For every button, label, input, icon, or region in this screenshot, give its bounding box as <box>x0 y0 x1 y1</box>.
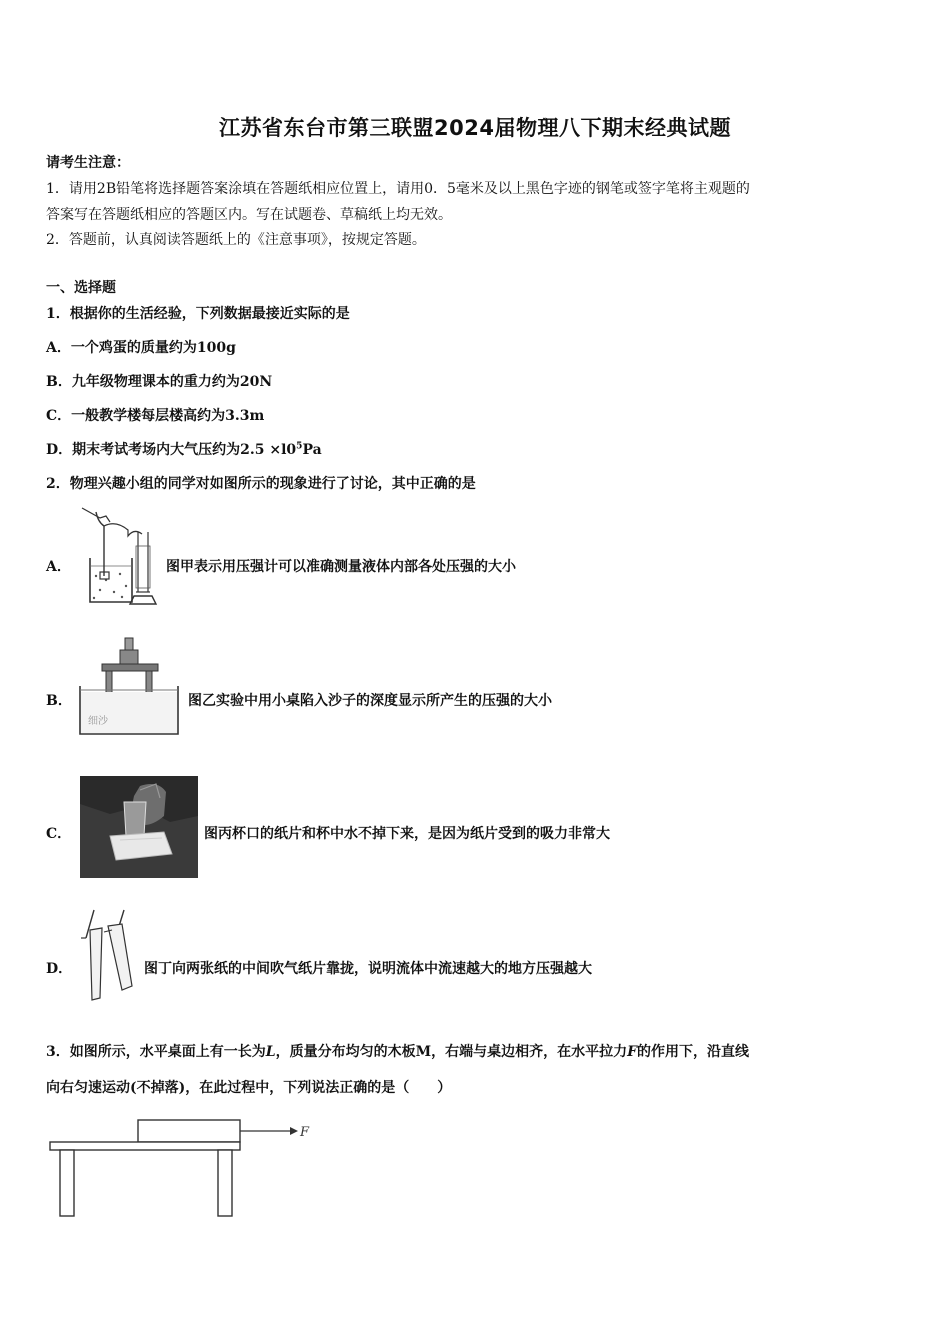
q1-option-b: B．九年级物理课本的重力约为20N <box>46 374 273 390</box>
q1-option-c: C．一般教学楼每层楼高约为3.3m <box>46 408 265 424</box>
q2-option-d-label: D． <box>46 961 73 977</box>
q2-stem: 2．物理兴趣小组的同学对如图所示的现象进行了讨论，其中正确的是 <box>46 476 476 492</box>
q1-option-a: A．一个鸡蛋的质量约为100g <box>46 340 236 356</box>
q3-stem-part-3: 的作用下，沿直线 <box>637 1044 750 1060</box>
table-on-sand-figure <box>76 632 182 736</box>
q2-option-a-text: 图甲表示用压强计可以准确测量液体内部各处压强的大小 <box>166 559 516 575</box>
q1-option-d <box>46 439 322 459</box>
q2-option-a-label: A． <box>46 559 71 575</box>
q2-option-b-label: B． <box>46 693 72 709</box>
notice-item-1-line-1: 1．请用2B铅笔将选择题答案涂填在答题纸相应位置上，请用0．5毫米及以上黑色字迹的钢笔或签字笔将主观题的 <box>46 181 750 197</box>
q2-option-c-text: 图丙杯口的纸片和杯中水不掉下来，是因为纸片受到的吸力非常大 <box>204 826 610 842</box>
section-heading: 一、选择题 <box>46 280 116 296</box>
inverted-cup-figure <box>80 776 198 878</box>
notice-item-2: 2．答题前，认真阅读答题纸上的《注意事项》，按规定答题。 <box>46 232 426 248</box>
q3-stem-part-2: ，质量分布均匀的木板M，右端与桌边相齐，在水平拉力 <box>275 1044 628 1060</box>
q1-option-d-unit: Pa <box>302 442 322 458</box>
q3-force-symbol: F <box>627 1044 638 1060</box>
pressure-gauge-figure <box>76 506 160 610</box>
q2-option-c-label: C． <box>46 826 72 842</box>
two-papers-figure <box>78 908 140 1002</box>
force-label: F <box>300 1125 310 1140</box>
sand-label: 细沙 <box>88 716 108 727</box>
q1-option-d-text: D．期末考试考场内大气压约为2.5 ×l0 <box>46 442 297 458</box>
q2-option-b-text: 图乙实验中用小桌陷入沙子的深度显示所产生的压强的大小 <box>188 693 552 709</box>
board-on-table-figure <box>46 1116 316 1220</box>
notice-item-1-line-2: 答案写在答题纸相应的答题区内。写在试题卷、草稿纸上均无效。 <box>46 207 452 223</box>
page-title: 江苏省东台市第三联盟2024届物理八下期末经典试题 <box>219 116 731 140</box>
notice-heading: 请考生注意： <box>46 155 130 171</box>
q1-stem: 1．根据你的生活经验，下列数据最接近实际的是 <box>46 306 350 322</box>
q1-option-d-exponent: 5 <box>296 441 303 452</box>
q3-stem-line-2: 向右匀速运动(不掉落)，在此过程中，下列说法正确的是（ ） <box>46 1080 452 1096</box>
q3-stem-line-1 <box>46 1041 749 1061</box>
q2-option-d-text: 图丁向两张纸的中间吹气纸片靠拢，说明流体中流速越大的地方压强越大 <box>144 961 592 977</box>
q3-length-symbol: L <box>265 1044 276 1060</box>
q3-stem-part-1: 3．如图所示，水平桌面上有一长为 <box>46 1044 266 1060</box>
